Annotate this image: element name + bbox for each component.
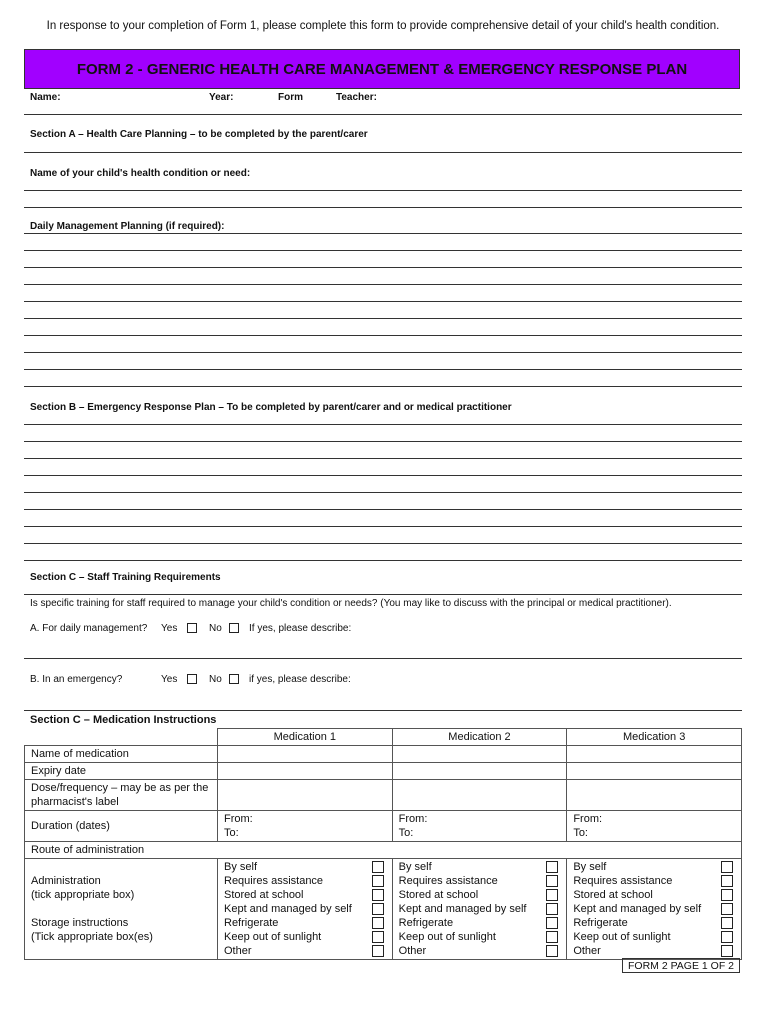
option-other: Other bbox=[573, 945, 601, 957]
administration-label-line-1: Administration bbox=[31, 875, 101, 887]
page-number: FORM 2 PAGE 1 OF 2 bbox=[628, 960, 734, 972]
requires-assistance-checkbox[interactable] bbox=[721, 875, 733, 887]
medication-2-name-cell[interactable] bbox=[392, 746, 567, 763]
by-self-checkbox[interactable] bbox=[546, 861, 558, 873]
intro-text: In response to your completion of Form 1, please complete this form to provide comprehensive detail of your child's health condition. bbox=[46, 20, 720, 32]
option-refrigerate: Refrigerate bbox=[398, 917, 454, 929]
training-question: Is specific training for staff required to manage your child's condition or needs? (You may like to discuss with the principal or medical practitioner). bbox=[30, 598, 672, 609]
name-row-line bbox=[24, 114, 742, 115]
daily-management-label: Daily Management Planning (if required): bbox=[30, 221, 225, 232]
teacher-label: Teacher: bbox=[336, 92, 377, 103]
emergency-line[interactable] bbox=[24, 543, 742, 544]
medication-3-header: Medication 3 bbox=[567, 729, 742, 746]
option-keep-out-of-sunlight: Keep out of sunlight bbox=[573, 931, 671, 943]
daily-line[interactable] bbox=[24, 386, 742, 387]
to-label: To: bbox=[573, 827, 588, 839]
from-label: From: bbox=[398, 813, 428, 825]
option-stored-at-school: Stored at school bbox=[224, 889, 304, 901]
option-refrigerate: Refrigerate bbox=[573, 917, 628, 929]
year-label: Year: bbox=[209, 92, 234, 103]
route-label: Route of administration bbox=[25, 842, 218, 859]
emergency-no-label: No bbox=[209, 674, 222, 685]
medication-1-duration-cell[interactable] bbox=[218, 811, 393, 842]
option-kept-by-self: Kept and managed by self bbox=[573, 903, 702, 915]
medication-1-options bbox=[218, 859, 393, 960]
emergency-line[interactable] bbox=[24, 560, 742, 561]
medication-3-duration-cell[interactable] bbox=[567, 811, 742, 842]
daily-yes-label: Yes bbox=[161, 623, 178, 634]
administration-label-line-2: (tick appropriate box) bbox=[31, 889, 135, 901]
emergency-line[interactable] bbox=[24, 475, 742, 476]
by-self-checkbox[interactable] bbox=[721, 861, 733, 873]
daily-yes-checkbox[interactable] bbox=[187, 623, 197, 633]
option-refrigerate: Refrigerate bbox=[224, 917, 279, 929]
option-requires-assistance: Requires assistance bbox=[573, 875, 673, 887]
daily-management-question: A. For daily management? bbox=[30, 623, 148, 634]
medication-1-expiry-cell[interactable] bbox=[218, 763, 393, 780]
keep-out-of-sunlight-checkbox[interactable] bbox=[372, 931, 384, 943]
medication-3-dose-cell[interactable] bbox=[567, 780, 742, 811]
daily-no-checkbox[interactable] bbox=[229, 623, 239, 633]
table-corner-cell bbox=[25, 729, 218, 746]
other-checkbox[interactable] bbox=[721, 945, 733, 957]
training-line bbox=[24, 594, 742, 595]
medication-table bbox=[24, 728, 742, 960]
emergency-line[interactable] bbox=[24, 509, 742, 510]
duration-label: Duration (dates) bbox=[25, 811, 218, 842]
form-label: Form bbox=[278, 92, 303, 103]
to-label: To: bbox=[224, 827, 239, 839]
option-by-self: By self bbox=[224, 861, 258, 873]
name-label: Name: bbox=[30, 92, 61, 103]
condition-line-2[interactable] bbox=[24, 207, 742, 208]
option-keep-out-of-sunlight: Keep out of sunlight bbox=[398, 931, 496, 943]
form-title: FORM 2 - GENERIC HEALTH CARE MANAGEMENT & EMERGENCY RESPONSE PLAN bbox=[76, 60, 688, 78]
page-footer bbox=[622, 958, 740, 973]
expiry-date-label: Expiry date bbox=[25, 763, 218, 780]
daily-line[interactable] bbox=[24, 352, 742, 353]
other-checkbox[interactable] bbox=[546, 945, 558, 957]
medication-2-dose-cell[interactable] bbox=[392, 780, 567, 811]
daily-line[interactable] bbox=[24, 284, 742, 285]
section-c-training-title: Section C – Staff Training Requirements bbox=[30, 572, 221, 583]
requires-assistance-checkbox[interactable] bbox=[372, 875, 384, 887]
emergency-line[interactable] bbox=[24, 526, 742, 527]
refrigerate-checkbox[interactable] bbox=[372, 917, 384, 929]
daily-describe-label: If yes, please describe: bbox=[249, 623, 352, 634]
refrigerate-checkbox[interactable] bbox=[721, 917, 733, 929]
emergency-line[interactable] bbox=[24, 458, 742, 459]
option-stored-at-school: Stored at school bbox=[573, 889, 653, 901]
route-cell[interactable] bbox=[218, 842, 393, 859]
medication-name-label: Name of medication bbox=[25, 746, 218, 763]
emergency-line[interactable] bbox=[24, 441, 742, 442]
stored-at-school-checkbox[interactable] bbox=[721, 889, 733, 901]
storage-label-line-1: Storage instructions bbox=[31, 917, 129, 929]
daily-no-label: No bbox=[209, 623, 222, 634]
emergency-describe-line[interactable] bbox=[24, 710, 742, 711]
daily-describe-line[interactable] bbox=[24, 658, 742, 659]
option-kept-by-self: Kept and managed by self bbox=[398, 903, 527, 915]
section-b-title: Section B – Emergency Response Plan – To be completed by parent/carer and or medical practitioner bbox=[30, 402, 512, 413]
form-title-banner bbox=[24, 49, 740, 89]
medication-3-name-cell[interactable] bbox=[567, 746, 742, 763]
daily-line[interactable] bbox=[24, 318, 742, 319]
keep-out-of-sunlight-checkbox[interactable] bbox=[546, 931, 558, 943]
medication-3-options bbox=[567, 859, 742, 960]
medication-1-dose-cell[interactable] bbox=[218, 780, 393, 811]
emergency-no-checkbox[interactable] bbox=[229, 674, 239, 684]
medication-section-title: Section C – Medication Instructions bbox=[30, 714, 217, 726]
kept-by-self-checkbox[interactable] bbox=[372, 903, 384, 915]
medication-3-expiry-cell[interactable] bbox=[567, 763, 742, 780]
requires-assistance-checkbox[interactable] bbox=[546, 875, 558, 887]
kept-by-self-checkbox[interactable] bbox=[546, 903, 558, 915]
medication-1-name-cell[interactable] bbox=[218, 746, 393, 763]
medication-2-expiry-cell[interactable] bbox=[392, 763, 567, 780]
medication-2-header: Medication 2 bbox=[392, 729, 567, 746]
by-self-checkbox[interactable] bbox=[372, 861, 384, 873]
kept-by-self-checkbox[interactable] bbox=[721, 903, 733, 915]
emergency-yes-label: Yes bbox=[161, 674, 178, 685]
dose-frequency-label: Dose/frequency – may be as per the pharmacist's label bbox=[25, 780, 218, 811]
option-other: Other bbox=[398, 945, 427, 957]
daily-line[interactable] bbox=[24, 335, 742, 336]
refrigerate-checkbox[interactable] bbox=[546, 917, 558, 929]
section-a-line bbox=[24, 152, 742, 153]
option-requires-assistance: Requires assistance bbox=[398, 875, 498, 887]
condition-line-1[interactable] bbox=[24, 190, 742, 191]
other-checkbox[interactable] bbox=[372, 945, 384, 957]
condition-label: Name of your child's health condition or need: bbox=[30, 168, 251, 179]
storage-label-line-2: (Tick appropriate box(es) bbox=[31, 931, 153, 943]
route-cell[interactable] bbox=[567, 842, 742, 859]
administration-label bbox=[25, 859, 218, 960]
option-by-self: By self bbox=[573, 861, 607, 873]
daily-line[interactable] bbox=[24, 301, 742, 302]
stored-at-school-checkbox[interactable] bbox=[546, 889, 558, 901]
emergency-yes-checkbox[interactable] bbox=[187, 674, 197, 684]
option-keep-out-of-sunlight: Keep out of sunlight bbox=[224, 931, 322, 943]
from-label: From: bbox=[573, 813, 603, 825]
emergency-line[interactable] bbox=[24, 492, 742, 493]
section-a-title: Section A – Health Care Planning – to be completed by the parent/carer bbox=[30, 129, 368, 140]
daily-line[interactable] bbox=[24, 369, 742, 370]
emergency-question: B. In an emergency? bbox=[30, 674, 123, 685]
keep-out-of-sunlight-checkbox[interactable] bbox=[721, 931, 733, 943]
medication-2-options bbox=[392, 859, 567, 960]
medication-2-duration-cell[interactable] bbox=[392, 811, 567, 842]
to-label: To: bbox=[398, 827, 414, 839]
daily-line[interactable] bbox=[24, 267, 742, 268]
option-other: Other bbox=[224, 945, 252, 957]
option-stored-at-school: Stored at school bbox=[398, 889, 479, 901]
medication-1-header: Medication 1 bbox=[218, 729, 393, 746]
option-by-self: By self bbox=[398, 861, 432, 873]
daily-line[interactable] bbox=[24, 250, 742, 251]
stored-at-school-checkbox[interactable] bbox=[372, 889, 384, 901]
emergency-line[interactable] bbox=[24, 424, 742, 425]
from-label: From: bbox=[224, 813, 253, 825]
option-kept-by-self: Kept and managed by self bbox=[224, 903, 352, 915]
option-requires-assistance: Requires assistance bbox=[224, 875, 324, 887]
emergency-describe-label: if yes, please describe: bbox=[249, 674, 351, 685]
daily-line[interactable] bbox=[24, 233, 742, 234]
route-cell[interactable] bbox=[392, 842, 567, 859]
